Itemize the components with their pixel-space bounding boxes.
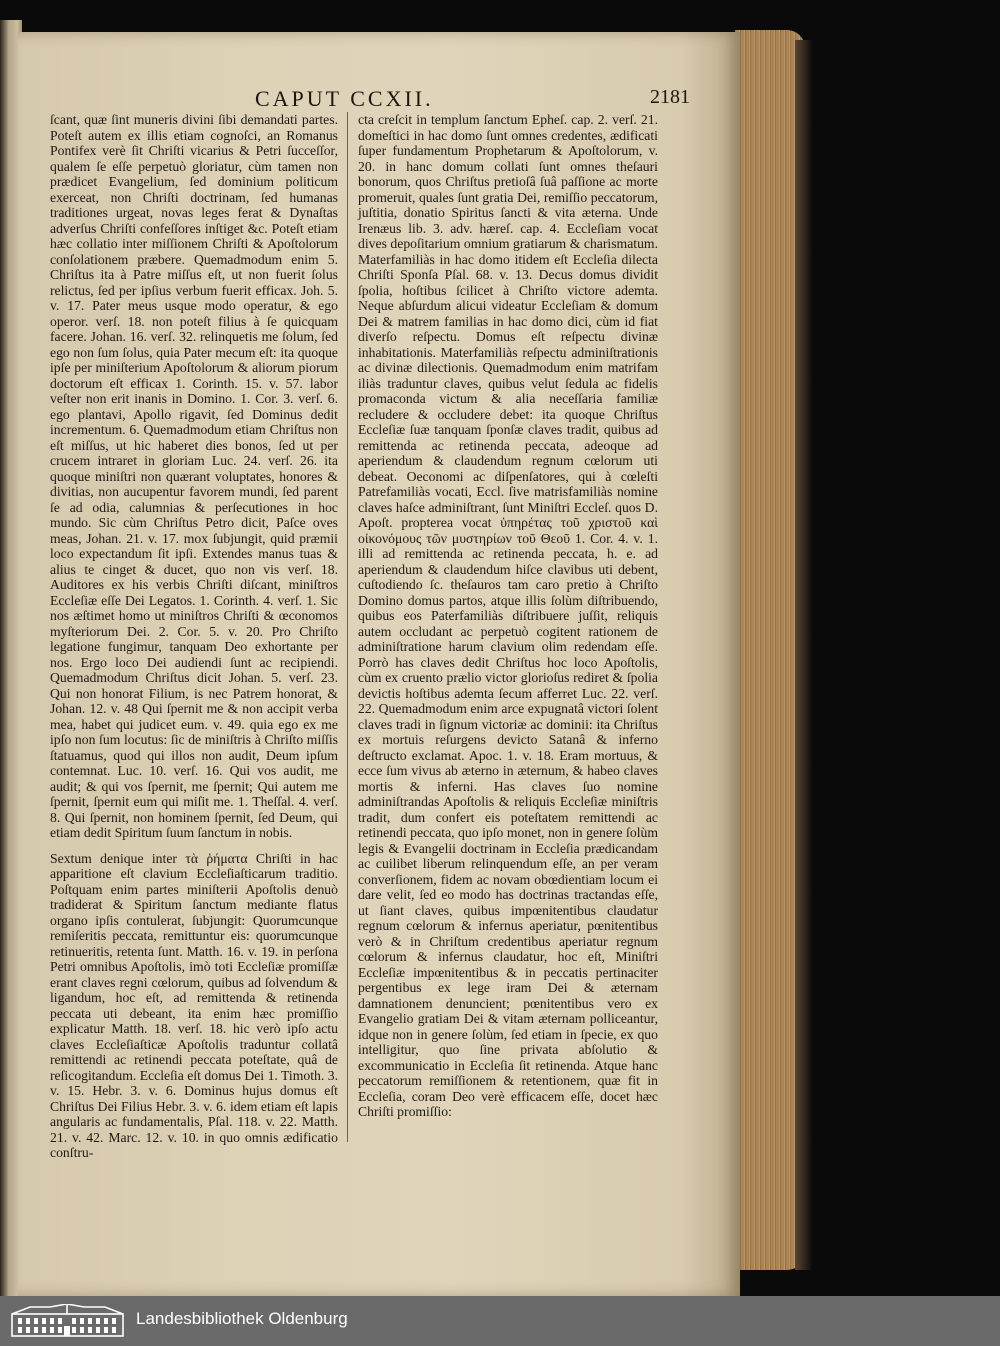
page-number: 2181 <box>650 86 690 108</box>
left-paragraph-1: ſcant, quæ ſint muneris divini ſibi demandati partes. Poteſt autem ex illis etiam cognoſci, an Romanus Pontifex verè ſit Chriſti vicarius & Petri ſucceſſor, qualem ſe eſſe perpetuò gloriatur, cùm tamen non prædicet Evangelium, ſed dominium politicum exerceat, non Chriſti doctrinam, ſed humanas traditiones urgeat, novas leges ferat & Dynaſtas adverſus Chriſti confeſſores inſtiget &c. Poteſt etiam hæc collatio inter miſſionem Chriſti & Apoſtolorum conſolationem præbere. Quemadmodum enim 5. Chriſtus ita à Patre miſſus eſt, ut non fuerit ſolus relictus, ſed per ipſius verbum fuerit efficax. Joh. 5. v. 17. Pater meus usque modo operatur, & ego operor. verſ. 18. non poteſt filius à ſe quicquam facere. Johan. 16. verſ. 32. relinquetis me ſolum, ſed ego non ſum ſolus, quia Pater mecum eſt: ita quoque ipſe per miniſterium Apoſtolorum & aliorum piorum doctorum eſt efficax 1. Corinth. 15. v. 57. labor veſter non erit inanis in Domino. 1. Cor. 3. verſ. 6. ego plantavi, Apollo rigavit, ſed Dominus dedit incrementum. 6. Quemadmodum etiam Chriſtus non eſt miſſus, ut hic haberet dies bonos, ſed ut per crucem intraret in gloriam Luc. 24. verſ. 26. ita quoque miniſtri non quærant voluptates, honores & divitias, non aucupentur favorem mundi, ſed parent ſe ad odia, calumnias & perſecutiones in hoc mundo. Sic cùm Chriſtus Petro dicit, Paſce oves meas, Johan. 21. v. 17. mox ſubjungit, quid præmii loco expectandum ſit ipſi. Extendes manus tuas & alius te cinget & ducet, quo non vis verſ. 18. Auditores ex his verbis Chriſti diſcant, miniſtros Eccleſiæ eſſe Dei Legatos. 1. Corinth. 4. verſ. 1. Sic nos æſtimet homo ut miniſtros Chriſti & œconomos myſteriorum Dei. 2. Cor. 5. v. 20. Pro Chriſto legatione fungimur, tanquam Deo exhortante per nos. Ergo loco Dei audiendi ſunt ac recipiendi. Quemadmodum Chriſtus dicit Johan. 5. verſ. 23. Qui non honorat Filium, is nec Patrem honorat, & Johan. 12. v. 48 Qui ſpernit me & non accipit verba mea, habet qui judicet eum. v. 49. quia ego ex me ipſo non ſum locutus: ſic de miniſtris à Chriſto miſſis ſtatuamus, quod qui illos non audit, Deum ipſum contemnat. Luc. 10. verſ. 16. Qui vos audit, me audit; & qui vos ſpernit, me ſpernit; Qui autem me ſpernit, ſpernit eum qui miſit me. 1. Theſſal. 4. verſ. 8. Qui ſpernit, non hominem ſpernit, ſed Deum, qui etiam dedit Spiritum ſuum ſanctum in nobis. <box>50 112 338 840</box>
column-divider <box>347 112 348 1142</box>
right-column <box>358 112 658 1120</box>
running-title: CAPUT CCXII. <box>255 86 434 111</box>
library-name: Landesbibliothek Oldenburg <box>136 1309 348 1328</box>
page-edge-shadow <box>795 40 813 1270</box>
left-column <box>50 112 338 1161</box>
left-paragraph-2: Sextum denique inter τὰ ῥήματα Chriſti in hac apparitione eſt clavium Eccleſiaſticarum traditio. Poſtquam enim partes miniſterii Apoſtolis denuò tradiderat & Spiritum ſanctum mediante flatus organo ipſis contulerat, ſubjungit: Quorumcunque remiſeritis peccata, remittuntur eis: quorumcunque retinueritis, retenta ſunt. Matth. 16. v. 19. in perſona Petri omnibus Apoſtolis, imò toti Eccleſiæ promiſſæ erant claves regni cœlorum, quibus ad ſolvendum & ligandum, hoc eſt, ad remittenda & retinenda peccata uti debeant, ita enim hæc promiſſio explicatur Matth. 18. verſ. 18. hic verò ipſo actu claves Eccleſiaſticæ Apoſtolis traduntur collatâ remittendi ac retinendi peccata poteſtate, quâ de reſicogitandum. Eccleſia eſt domus Dei 1. Timoth. 3. v. 15. Hebr. 3. v. 6. Dominus hujus domus eſt Chriſtus Dei Filius Hebr. 3. v. 6. idem etiam eſt lapis angularis ac fundamentalis, Pſal. 118. v. 22. Matth. 21. v. 42. Marc. 12. v. 10. in quo omnis ædificatio conſtru- <box>50 850 338 1160</box>
right-paragraph-1: cta creſcit in templum ſanctum Epheſ. cap. 2. verſ. 21. domeſtici in hac domo ſunt omnes credentes, ædificati ſuper fundamentum Prophetarum & Apoſtolorum, v. 20. in hanc domum collati ſunt omnes theſauri bonorum, quos Chriſtus pretioſâ ſuâ paſſione ac morte promeruit, quales ſunt gratia Dei, remiſſio peccatorum, juſtitia, donatio Spiritus ſancti & vita æterna. Unde Irenæus lib. 3. adv. hæreſ. cap. 4. Eccleſiam vocat dives depoſitarium omnium gratiarum & charismatum. Materfamiliàs in hac domo itidem eſt Eccleſia dilecta Chriſti Sponſa Pſal. 68. v. 13. Decus domus dividit ſpolia, hoſtibus ſcilicet à Chriſto victore ademta. Neque abſurdum alicui videatur Eccleſiam & domum Dei & matrem familias in hac domo dici, cùm id fiat diverſo reſpectu. Domus eſt reſpectu divinæ inhabitationis. Materfamiliàs reſpectu adminiſtrationis ac divinæ dilectionis. Quemadmodum enim matrifam iliàs traduntur claves, quibus velut ſedula ac fidelis promaconda victum & alia neceſſaria familiæ recludere & occludere debet: ita quoque Chriſtus Eccleſiæ ſuæ tanquam ſponſæ claves tradit, quibus ad remittenda ac retinenda peccata, adeoque ad aperiendum & claudendum regnum cœlorum uti debeat. Oeconomi ac diſpenſatores, qui à cœleſti Patrefamiliàs vocati, Eccl. ſive matrisfamiliàs nomine claves haſce adminiſtrant, ſunt Miniſtri Eccleſ. quos D. Apoſt. propterea vocat ὑπηρέτας τοῦ χριστοῦ καὶ οἰκονόμους τῶν μυστηρίων τοῦ Θεοῦ 1. Cor. 4. v. 1. illi ad remittenda ac retinenda peccata, h. e. ad aperiendum & claudendum hiſce clavibus uti debent, cuſtodiendo ſc. theſauros tam caro pretio à Chriſto Domino domus partos, atque illis ſolùm diſtribuendo, quibus eos Paterfamiliàs diſtribuere juſſit, reliquis autem occludant ac perpetuò cogitent rationem de adminiſtratione harum clavium olim redendam eſſe. Porrò has claves dedit Chriſtus hoc loco Apoſtolis, cùm ex cruento prælio victor glorioſus rediret & ſpolia devictis hoſtibus ademta ſecum afferret Luc. 22. verſ. 22. Quemadmodum enim arce expugnatâ victori ſolent claves tradi in ſignum victoriæ ac dominii: ita Chriſtus ex mortuis reſurgens devicto Satanâ & inferno deſtructo exclamat. Apoc. 1. v. 18. Eram mortuus, & ecce ſum vivus ab æterno in æternum, & habeo claves mortis & inferni. Has claves ſuo nomine adminiſtrandas Apoſtolis & reliquis Eccleſiæ miniſtris tradit, dum confert eis poteſtatem remittendi ac retinendi peccata, quo ipſo monet, non in genere ſolùm legis & Evangelii doctrinam in Eccleſia prædicandam ac cuilibet liberum relinquendum eſſe, an per veram converſionem, fidem ac novam obœdientiam locum ei dare velit, ſed eo modo has doctrinas tractandas eſſe, ut ſiant claves, quibus impœnitentibus claudatur regnum cœlorum & infernus aperiatur, pœnitentibus verò & in Chriſtum credentibus aperiatur regnum cœlorum & infernus claudatur, hoc eſt, Miniſtri Eccleſiæ impœnitentibus & in peccatis pertinaciter pergentibus ex lege iram Dei & æternam damnationem denuncient; pœnitentibus vero ex Evangelio gratiam Dei & vitam æternam polliceantur, idque non in genere ſolùm, ſed etiam in ſpecie, ex quo intelligitur, quo ſine privata abſolutio & excommunicatio in Eccleſia ſit retinenda. Atque hanc peccatorum remiſſionem & retentionem, quæ fit in Eccleſia, coram Deo verè efficacem eſſe, docet hæc Chriſti promiſſio: <box>358 112 658 1119</box>
library-building-icon <box>10 1304 125 1338</box>
library-banner <box>0 1296 1000 1346</box>
